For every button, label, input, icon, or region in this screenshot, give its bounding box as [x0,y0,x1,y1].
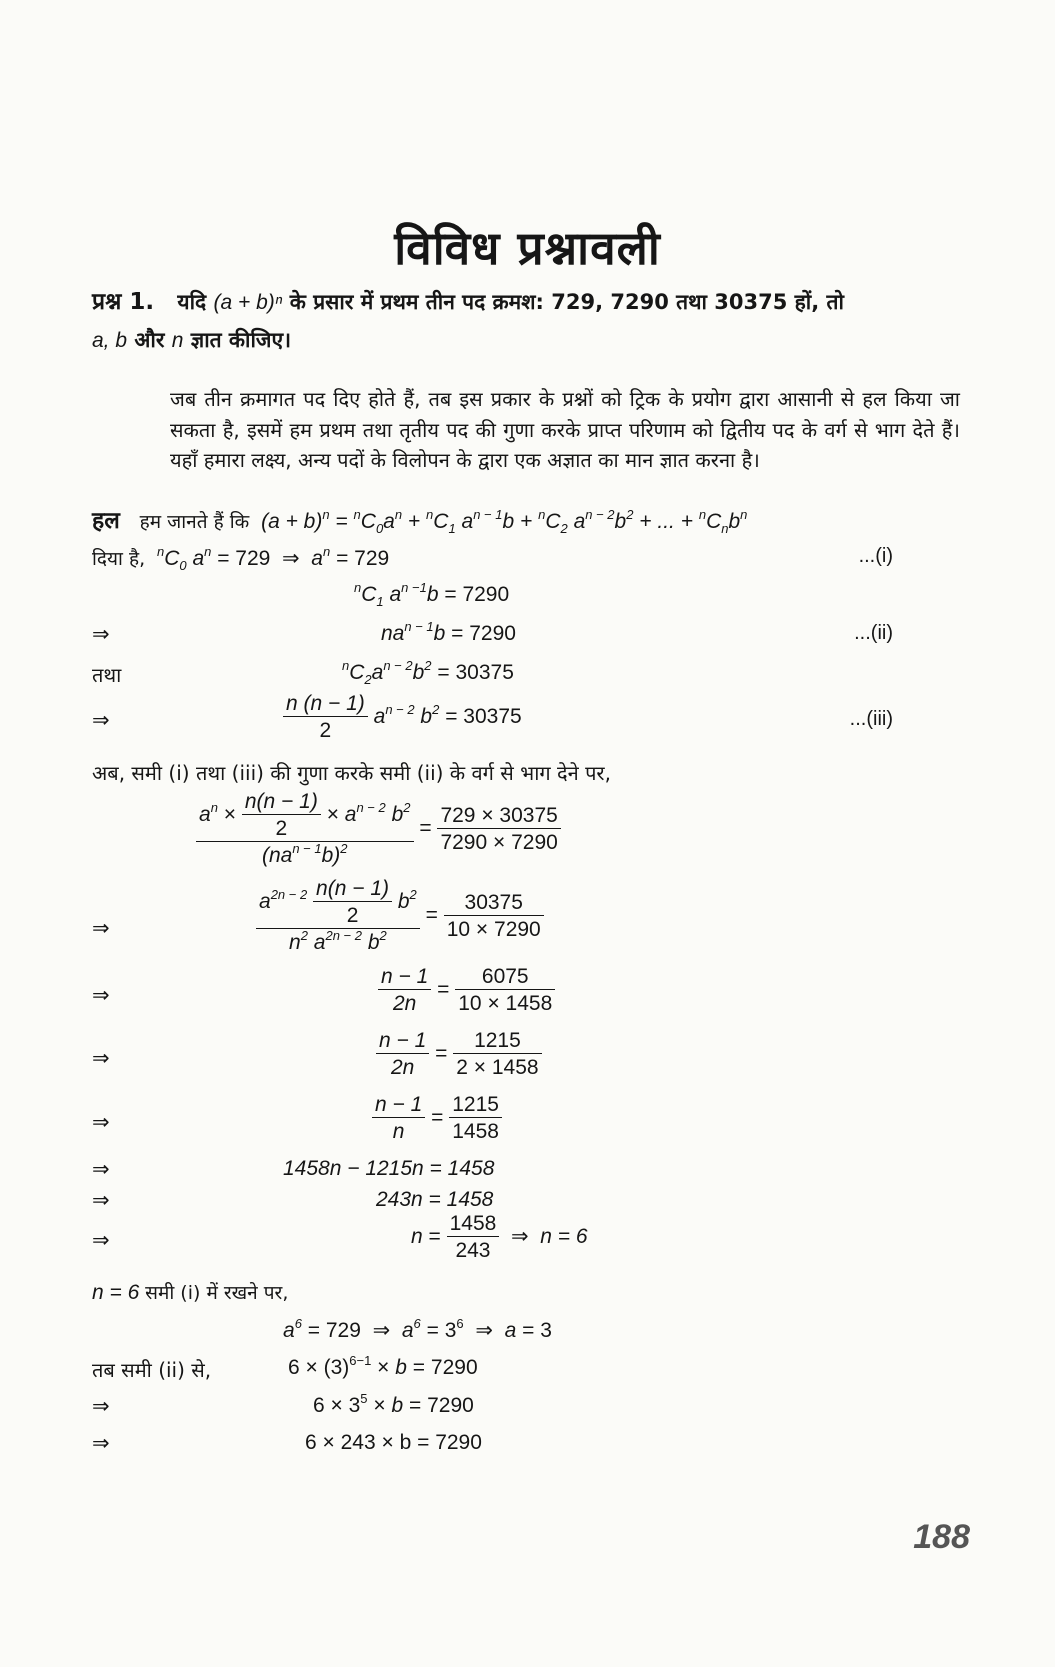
question-text-a: यदि [177,290,207,314]
arrow-4: ⇒ [92,984,110,1007]
arrow-6: ⇒ [92,1111,110,1134]
eq-second-term: $^nC_1$ $a^{n -1}b = 7290$ [354,580,510,609]
question-label: प्रश्न 1. [92,289,155,315]
frac6-den: 243 [447,1236,500,1263]
question-and: और [134,328,165,352]
frac5-den: 1458 [449,1117,502,1144]
question-expr: (a + b)ⁿ [213,291,283,314]
eq-n-solve: n = $\frac{1458}{243}$ ⇒ n = 6 [411,1212,588,1262]
eq-simplify-4: $\frac{n - 1}{n}$ = $\frac{1215}{1458}$ [372,1093,502,1144]
arrow-3: ⇒ [92,917,110,940]
substitute-line [92,1279,288,1305]
page-title: विविध प्रश्नावली [394,221,661,275]
n6-prefix: n = 6 [92,1281,140,1304]
substitute-text: समी (i) में रखने पर, [145,1282,289,1304]
then-text: तब समी (ii) से, [92,1358,212,1382]
question-line-2 [92,326,291,354]
solution-intro: हम जानते हैं कि [139,511,250,533]
frac6-num: 1458 [449,1212,497,1235]
eq-a-solve: $a^6 = 729$ ⇒ $a^6 = 3^6$ ⇒ a = 3 [283,1316,552,1342]
eq-division: $a^n$ × $\frac{n(n - 1)}{2}$ × $a^{n - 2}$ $b^2$ $(na^{n - 1}b)^2$ = $\frac{729 \times 30375}{7290 \times 7290}$ [196,790,561,868]
arrow-1: ⇒ [92,623,110,646]
frac1-num: 729 × 30375 [440,803,558,827]
question-line-1 [92,284,844,316]
note-paragraph: जब तीन क्रमागत पद दिए होते हैं, तब इस प्रकार के प्रश्नों को ट्रिक के प्रयोग द्वारा आसानी से हल किया जा सकता है, इसमें हम प्रथम तथा तृतीय पद की गुणा करके प्राप्त परिणाम को द्वितीय पद के वर्ग से भाग देते हैं। यहाँ हमारा लक्ष्य, अन्य पदों के विलोपन के द्वारा एक अज्ञात का मान ज्ञात करना है। [170,387,960,472]
arrow-9: ⇒ [92,1229,110,1252]
arrow-12: ⇒ [92,1432,110,1455]
eq-simplify-1: $a^{2n - 2}$ $\frac{n(n - 1)}{2}$ $b^2$ $n^2$ $a^{2n - 2}$ $b^2$ = $\frac{30375}{10 \times 7290}$ [256,877,544,955]
eq-simplify-3: $\frac{n - 1}{2n}$ = $\frac{1215}{2 \times 1458}$ [376,1029,542,1080]
eq-b-3: 6 × 243 × b = 7290 [305,1431,482,1454]
question-n: n [171,329,184,352]
arrow-2: ⇒ [92,709,110,732]
frac2-num: 30375 [464,890,523,914]
frac3-den: 10 × 1458 [455,989,555,1016]
question-text-b: के प्रसार में प्रथम तीन पद क्रमश: 729, 7290 तथा 30375 हों, तो [289,290,844,314]
eq-ii: $na^{n - 1}b = 7290$ [381,619,516,645]
solution-given: दिया है, [92,548,146,570]
question-vars: a, b [92,329,128,352]
frac4-den: 2 × 1458 [453,1053,541,1080]
arrow-11: ⇒ [92,1395,110,1418]
eq-b-1: $6 \times (3)^{6-1} \times b = 7290$ [288,1353,478,1379]
question-end: ज्ञात कीजिए। [190,328,292,352]
solution-line-expansion: हल हम जानते हैं कि $(a + b)^n = ^nC_0a^n + ^nC_1$ $a^{n - 1}b + ^nC_2$ $a^{n - 2}b^2$ + ... + $^nC_nb^n$ [92,507,748,536]
eq-third-term: $^nC_2a^{n - 2}b^2 = 30375$ [342,658,514,687]
arrow-5: ⇒ [92,1047,110,1070]
n-equals-6: n = 6 [540,1225,588,1249]
tag-i: ...(i) [858,545,893,567]
eq-b-2: $6 \times 3^5 \times b = 7290$ [313,1391,474,1417]
arrow-7: ⇒ [92,1158,110,1181]
eq-simplify-2: $\frac{n - 1}{2n}$ = $\frac{6075}{10 \times 1458}$ [378,965,555,1016]
tag-iii: ...(iii) [849,708,893,730]
frac2-den: 10 × 7290 [444,915,544,942]
frac5-num: 1215 [452,1093,499,1116]
eq-243n: 243n = 1458 [376,1188,494,1211]
frac4-num: 1215 [474,1029,521,1052]
frac3-num: 6075 [481,965,529,988]
solution-label: हल [92,508,120,534]
frac1-den: 7290 × 7290 [437,828,560,855]
and-label: तथा [92,663,122,687]
tag-ii: ...(ii) [854,622,893,644]
eq-1458n: 1458n − 1215n = 1458 [283,1157,495,1180]
solution-line-given: दिया है, $^nC_0$ $a^n = 729$ ⇒ $a^n = 729$ [92,544,390,573]
now-text: अब, समी (i) तथा (iii) की गुणा करके समी (ii) के वर्ग से भाग देने पर, [92,761,611,785]
arrow-10: ⇒ [511,1225,529,1249]
eq-iii: $\frac{n (n - 1)}{2}$ $a^{n - 2}$ $b^2 = 30375$ [283,692,522,743]
page-number: 188 [913,1518,970,1556]
arrow-8: ⇒ [92,1189,110,1212]
